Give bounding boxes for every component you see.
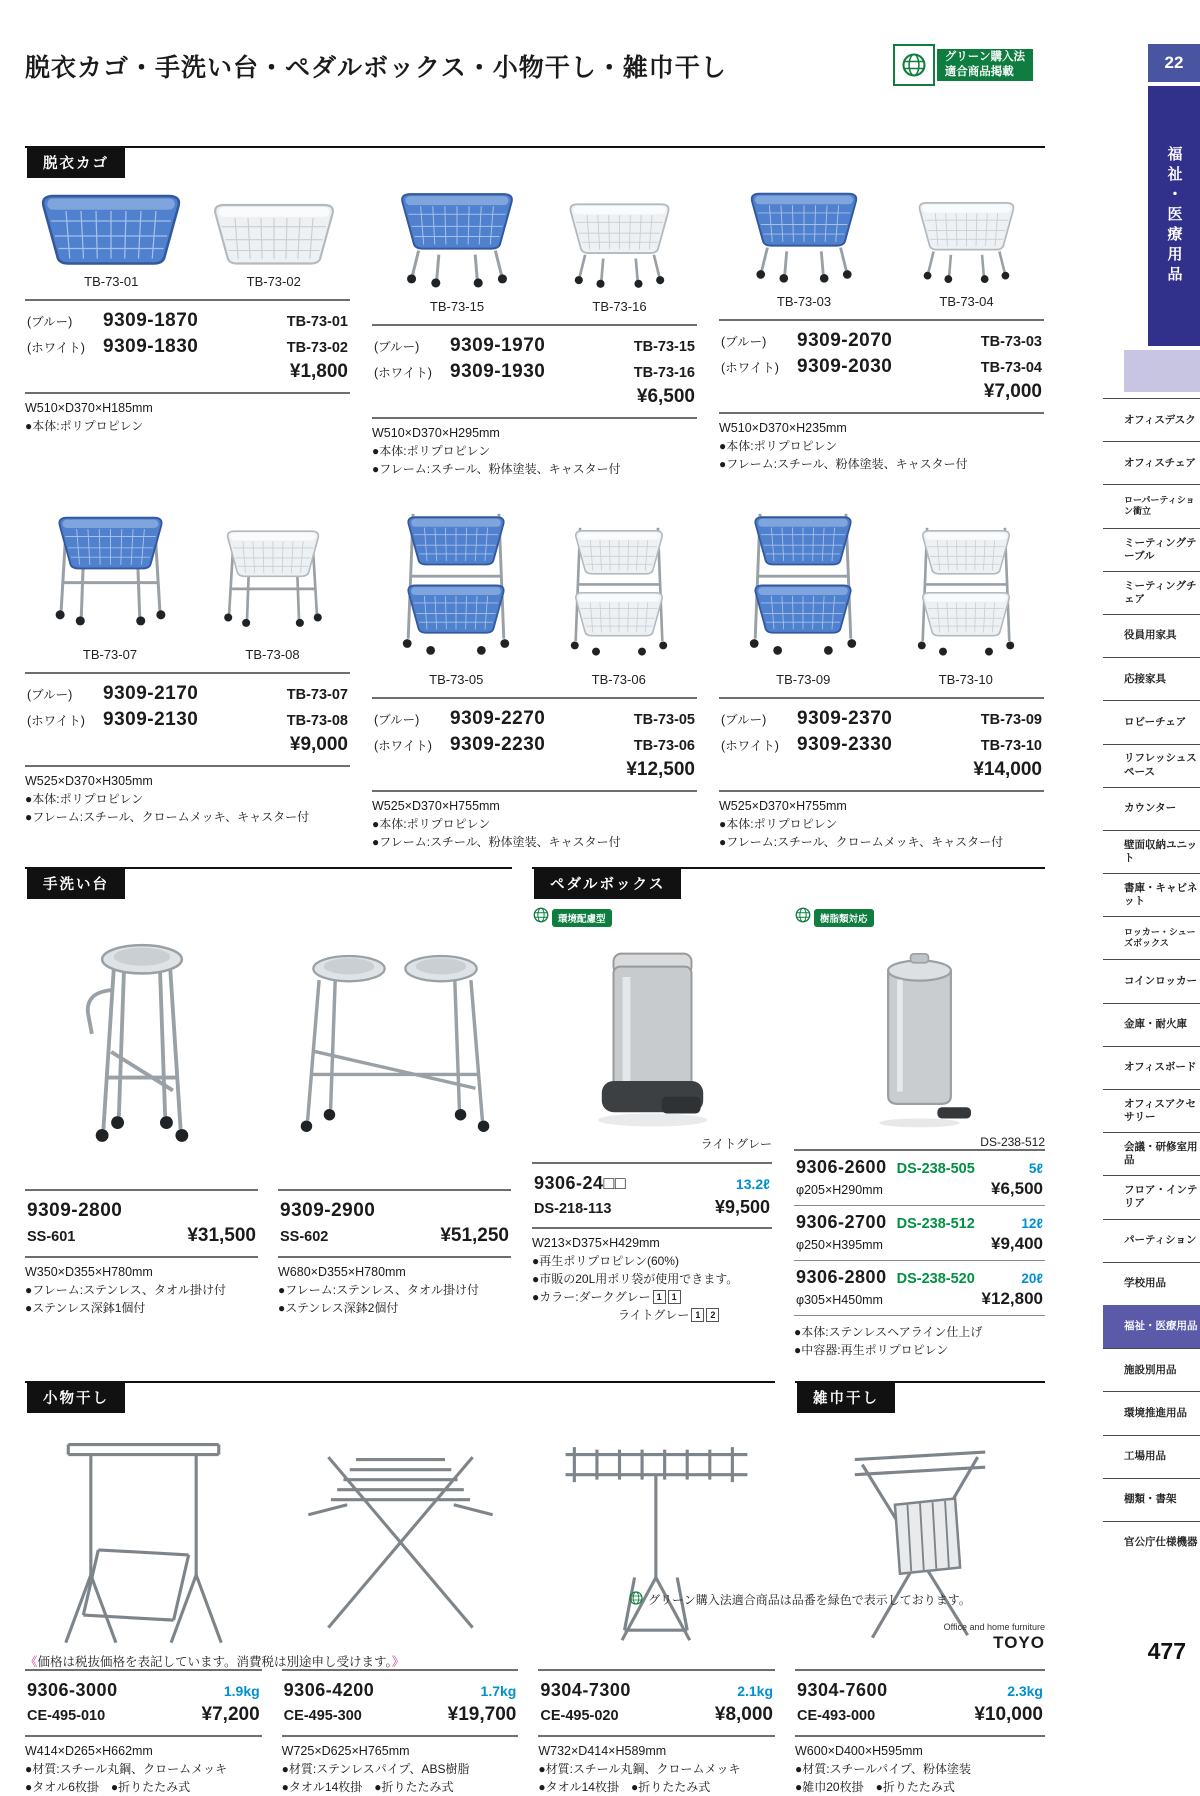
sidebar-item-welfare-medical: 福祉・医療用品 [1103,1305,1200,1348]
order-code: 9309-2800 [27,1199,123,1221]
product-block-tb7309 [719,504,1044,851]
product-image-basket-blue [36,186,186,289]
sidebar-item-office-chair: オフィスチェア [1103,441,1200,484]
model-number: DS-238-512 [896,1215,975,1232]
spec: ●再生ポリプロピレン(60%) [532,1253,679,1268]
product-block-ds218 [532,907,772,1359]
spec: ●タオル14枚掛 ●折りたたみ式 [281,1779,454,1794]
section-zokin-hoshi [795,1381,1045,1796]
sidebar-item-office-board: オフィスボード [1103,1046,1200,1089]
section-label: ペダルボックス [534,869,681,899]
price: ¥12,500 [626,759,695,781]
sidebar-item-meeting-table: ミーティングテーブル [1103,528,1200,571]
dimensions: W510×D370×H295mm [372,425,500,440]
price: ¥7,200 [201,1704,260,1726]
dimensions: W414×D265×H662mm [25,1743,153,1758]
sidebar-item-reception-furniture: 応接家具 [1103,657,1200,700]
sidebar-item-office-desk: オフィスデスク [1103,398,1200,441]
color-label: (ホワイト) [721,738,779,753]
model-number: TB-73-05 [633,711,695,728]
eco-globe-icon [532,906,550,929]
chapter-number-tab: 22 [1148,44,1200,82]
price-disclaimer: 《価格は税抜価格を表記しています。消費税は別途申し受けます。》 [25,1655,405,1669]
model-number: SS-601 [27,1229,76,1246]
color-code-digit: 1 [668,1290,681,1304]
color-label: (ホワイト) [721,360,779,375]
spec: ●材質:スチール丸鋼、クロームメッキ [25,1761,228,1776]
weight: 2.1kg [737,1682,774,1699]
order-code: 9309-2370 [797,707,893,729]
order-code: 9309-1870 [103,310,199,331]
caption: TB-73-04 [939,294,994,309]
brand-name: TOYO [993,1632,1045,1652]
eco-badge-label: 樹脂類対応 [814,909,874,927]
category-index [1103,398,1200,1564]
weight: 1.9kg [223,1682,260,1699]
product-block-tb7307 [25,504,350,851]
order-code: 9306-2800 [796,1266,887,1287]
image-caption: DS-238-512 [980,1134,1045,1149]
order-code: 9309-2230 [450,733,546,755]
weight: 2.3kg [1007,1682,1043,1699]
dimensions: W510×D370×H235mm [719,420,847,435]
spec: ●タオル6枚掛 ●折りたたみ式 [25,1779,191,1794]
price: ¥9,000 [289,734,348,756]
spec: ●中容器:再生ポリプロピレン [794,1342,949,1357]
spec: ●本体:ポリプロピレン [719,438,838,453]
product-block-ds238 [794,907,1045,1359]
model-number: CE-495-300 [283,1708,362,1725]
color-code-digit: 2 [706,1308,719,1322]
order-code: 9309-2170 [103,682,199,704]
product-block-tb7303 [719,186,1044,478]
dimensions: W725×D625×H765mm [281,1743,410,1758]
color-label: (ブルー) [27,315,73,329]
spec: ●フレーム:スチール、粉体塗装、キャスター付 [372,461,621,476]
model-number: CE-493-000 [797,1708,876,1725]
product-image-cart-blue [734,186,874,309]
sidebar-item-factory-supplies: 工場用品 [1103,1435,1200,1478]
section-komono-hoshi [25,1381,775,1796]
eco-globe-icon [794,906,812,929]
capacity: 5ℓ [1028,1160,1043,1176]
green-badge-line1: グリーン購入法 [944,51,1025,64]
spec: ●本体:ポリプロピレン [25,791,144,806]
sidebar-item-government-spec: 官公庁仕様機器 [1103,1521,1200,1564]
product-image-grid-rack [538,1421,775,1659]
product-image-tier-blue [738,504,868,687]
spec: ●ステンレス深鉢2個付 [278,1301,399,1316]
spec: ●市販の20L用ポリ袋が使用できます。 [532,1271,739,1286]
product-image-wash-stand-single [25,907,258,1179]
section-label: 雑巾干し [797,1383,895,1413]
model-number: TB-73-10 [980,737,1042,754]
chapter-tab-spacer [1124,350,1200,392]
capacity: 12ℓ [1021,1215,1043,1231]
model-number: TB-73-04 [980,359,1042,376]
section-datsui-kago [25,146,1045,851]
sidebar-item-school-supplies: 学校用品 [1103,1262,1200,1305]
sidebar-item-meeting-chair: ミーティングチェア [1103,571,1200,614]
price: ¥9,400 [991,1233,1043,1253]
product-image-cart-white [904,196,1029,309]
sidebar-item-counter: カウンター [1103,787,1200,830]
spec: ●ステンレス深鉢1個付 [25,1301,146,1316]
product-image-stand-blue [38,504,183,662]
model-number: TB-73-06 [633,737,695,754]
spec: ●フレーム:スチール、クロームメッキ、キャスター付 [719,834,1004,849]
sidebar-item-office-accessory: オフィスアクセサリー [1103,1089,1200,1132]
color-label: (ホワイト) [27,713,85,728]
color-label: (ブルー) [374,340,420,354]
caption: TB-73-15 [429,299,485,314]
color-label: (ブルー) [374,712,420,727]
sidebar-item-floor-interior: フロア・インテリア [1103,1175,1200,1218]
color-label: (ホワイト) [374,365,432,380]
model-number: CE-495-010 [27,1708,106,1725]
price: ¥7,000 [983,381,1042,403]
dimensions: W680×D355×H780mm [278,1265,406,1280]
product-image-cart-white [557,197,682,314]
section-label: 脱衣カゴ [27,148,125,178]
caption: TB-73-16 [592,299,647,314]
section-tearai-dai [25,867,512,1359]
product-image-basket-white [209,196,339,289]
eco-badge-label: 環境配慮型 [552,909,612,927]
sidebar-item-refresh-space: リフレッシュスペース [1103,744,1200,787]
section-label: 手洗い台 [27,869,125,899]
product-block-ce495300 [282,1421,519,1796]
price: ¥51,250 [440,1225,509,1247]
model-number: TB-73-01 [286,314,348,330]
model-number: DS-218-113 [534,1201,612,1218]
spec: ●本体:ポリプロピレン [372,443,491,458]
sidebar-item-eco-promotion: 環境推進用品 [1103,1391,1200,1434]
product-block-tb7301 [25,186,350,478]
sidebar-item-executive-furniture: 役員用家具 [1103,614,1200,657]
product-block-ss601 [25,907,258,1317]
product-image-cart-blue [387,186,527,314]
weight: 1.7kg [480,1682,517,1699]
price: ¥6,500 [991,1178,1043,1198]
color-code-digit: 1 [691,1308,704,1322]
order-code: 9309-1970 [450,335,546,356]
model-number: TB-73-16 [633,364,695,381]
model-number: DS-238-520 [896,1270,975,1287]
caption: TB-73-06 [591,671,646,687]
page-number: 477 [1147,1638,1186,1664]
category-sidebar [1045,0,1200,1697]
green-note [628,1590,971,1609]
order-code: 9309-1830 [103,335,199,357]
product-image-wash-stand-double [278,907,511,1179]
spec: ●材質:スチールパイプ、粉体塗装 [795,1761,971,1776]
color-label: (ブルー) [721,712,767,727]
sidebar-item-cabinet: 書庫・キャビネット [1103,873,1200,916]
order-code: 9306-24□□ [534,1172,627,1193]
order-code: 9309-2330 [797,733,893,755]
price: ¥1,800 [289,361,348,383]
sidebar-item-shelving: 棚類・書架 [1103,1478,1200,1521]
color-option: ●カラー:ダークグレー [532,1289,651,1304]
spec: ●本体:ステンレスヘアライン仕上げ [794,1324,983,1339]
capacity: 20ℓ [1021,1270,1043,1286]
order-code: 9309-2130 [103,708,199,730]
sidebar-item-lobby-chair: ロビーチェア [1103,700,1200,743]
color-label: (ホワイト) [374,738,432,753]
color-label: (ホワイト) [27,340,85,355]
sidebar-item-safe: 金庫・耐火庫 [1103,1003,1200,1046]
brand-mark [900,1622,1045,1653]
dimensions: φ250×H395mm [796,1237,883,1252]
price: ¥6,500 [636,386,695,408]
green-note-text: グリーン購入法適合商品は品番を緑色で表示しております。 [648,1593,971,1607]
dimensions: W600×D400×H595mm [795,1743,923,1758]
dimensions: W525×D370×H755mm [719,798,847,813]
caption: TB-73-09 [776,671,831,687]
order-code: 9304-7600 [797,1679,888,1700]
price: ¥8,000 [714,1704,774,1726]
chapter-title-tab: 福祉・医療用品 [1148,86,1200,346]
color-code-digit: 1 [653,1290,666,1304]
caption: TB-73-08 [245,646,300,662]
model-number: DS-238-505 [896,1160,975,1177]
sidebar-item-facility-supplies: 施設別用品 [1103,1348,1200,1391]
caption: TB-73-10 [938,671,993,687]
sidebar-item-partition: パーティション [1103,1219,1200,1262]
order-code: 9306-4200 [283,1679,375,1700]
green-law-badge [893,44,1033,86]
price: ¥14,000 [973,759,1042,781]
model-number: TB-73-02 [286,339,348,356]
order-code: 9309-2030 [797,355,893,377]
eco-badge [532,907,772,929]
sidebar-item-low-partition: ローパーティション衝立 [1103,484,1200,527]
spec: ●タオル14枚掛 ●折りたたみ式 [538,1779,711,1794]
product-image-x-rack [282,1421,519,1659]
order-code: 9306-3000 [27,1679,118,1700]
price: ¥19,700 [447,1704,517,1726]
spec: ●雑巾20枚掛 ●折りたたみ式 [795,1779,955,1794]
spec: ●本体:ポリプロピレン [372,816,491,831]
model-number: TB-73-08 [286,712,348,729]
product-image-towel-rack [25,1421,262,1659]
order-code: 9309-2070 [797,330,893,351]
brand-tagline: Office and home furniture [943,1622,1045,1632]
caption: TB-73-03 [776,294,832,309]
color-option: ライトグレー [618,1307,690,1322]
color-label: (ブルー) [27,687,73,702]
model-number: SS-602 [280,1229,329,1246]
price: ¥12,800 [981,1288,1043,1308]
eco-badge [794,907,1045,929]
product-block-tb7305 [372,504,697,851]
spec: ●フレーム:スチール、粉体塗装、キャスター付 [719,456,968,471]
spec: ●フレーム:ステンレス、タオル掛け付 [25,1283,226,1298]
product-image-pedal-box [532,933,772,1133]
price: ¥9,500 [714,1197,770,1218]
caption: TB-73-07 [82,646,138,662]
caption: TB-73-02 [246,274,301,289]
dimensions: W525×D370×H755mm [372,798,500,813]
image-caption: ライトグレー [700,1136,772,1151]
model-number: TB-73-15 [633,339,695,355]
spec: ●フレーム:スチール、クロームメッキ、キャスター付 [25,809,310,824]
dimensions: W510×D370×H185mm [25,400,153,415]
capacity: 13.2ℓ [735,1175,770,1192]
section-label: 小物干し [27,1383,125,1413]
dimensions: W525×D370×H305mm [25,773,153,788]
product-block-tb7315 [372,186,697,478]
order-code: 9309-2270 [450,707,546,729]
order-code: 9309-2900 [280,1199,376,1221]
order-code: 9306-2700 [796,1211,887,1232]
product-image-stand-white [208,519,338,662]
model-number: TB-73-09 [980,711,1042,728]
model-number: CE-495-020 [540,1708,619,1725]
product-image-tier-blue [391,504,521,687]
order-code: 9304-7300 [540,1679,631,1700]
product-image-round-bin [794,933,1045,1133]
spec: ●材質:ステンレスパイプ、ABS樹脂 [281,1761,470,1776]
green-badge-line2: 適合商品掲載 [944,66,1014,78]
eco-globe-icon [628,1590,644,1609]
order-code: 9306-2600 [796,1156,887,1177]
caption: TB-73-01 [84,274,139,289]
model-number: TB-73-07 [286,686,348,703]
sidebar-item-coin-locker: コインロッカー [1103,959,1200,1002]
model-number: TB-73-03 [980,334,1042,350]
page-header [25,0,1045,110]
price: ¥31,500 [187,1225,256,1247]
spec: ●フレーム:ステンレス、タオル掛け付 [278,1283,479,1298]
spec: ●本体:ポリプロピレン [719,816,838,831]
dimensions: W350×D355×H780mm [25,1265,153,1280]
spec: ●材質:スチール丸鋼、クロームメッキ [538,1761,741,1776]
dimensions: W213×D375×H429mm [532,1235,660,1250]
color-label: (ブルー) [721,335,767,349]
dimensions: φ205×H290mm [796,1182,883,1197]
sidebar-item-wall-storage: 壁面収納ユニット [1103,830,1200,873]
product-block-ce495010 [25,1421,262,1796]
product-image-tier-white [907,519,1025,687]
green-globe-icon [893,44,935,86]
dimensions: W732×D414×H589mm [538,1743,667,1758]
caption: TB-73-05 [429,671,484,687]
product-image-tier-white [560,519,678,687]
sidebar-item-locker-shoebox: ロッカー・シューズボックス [1103,916,1200,959]
price: ¥10,000 [974,1704,1043,1726]
spec: ●フレーム:スチール、粉体塗装、キャスター付 [372,834,621,849]
section-pedal-box [532,867,1045,1359]
spec: ●本体:ポリプロピレン [25,418,144,433]
sidebar-item-conference-supplies: 会議・研修室用品 [1103,1132,1200,1175]
order-code: 9309-1930 [450,360,546,382]
product-block-ss602 [278,907,511,1317]
dimensions: φ305×H450mm [796,1292,883,1307]
page-title: 脱衣カゴ・手洗い台・ペダルボックス・小物干し・雑巾干し [25,54,727,82]
